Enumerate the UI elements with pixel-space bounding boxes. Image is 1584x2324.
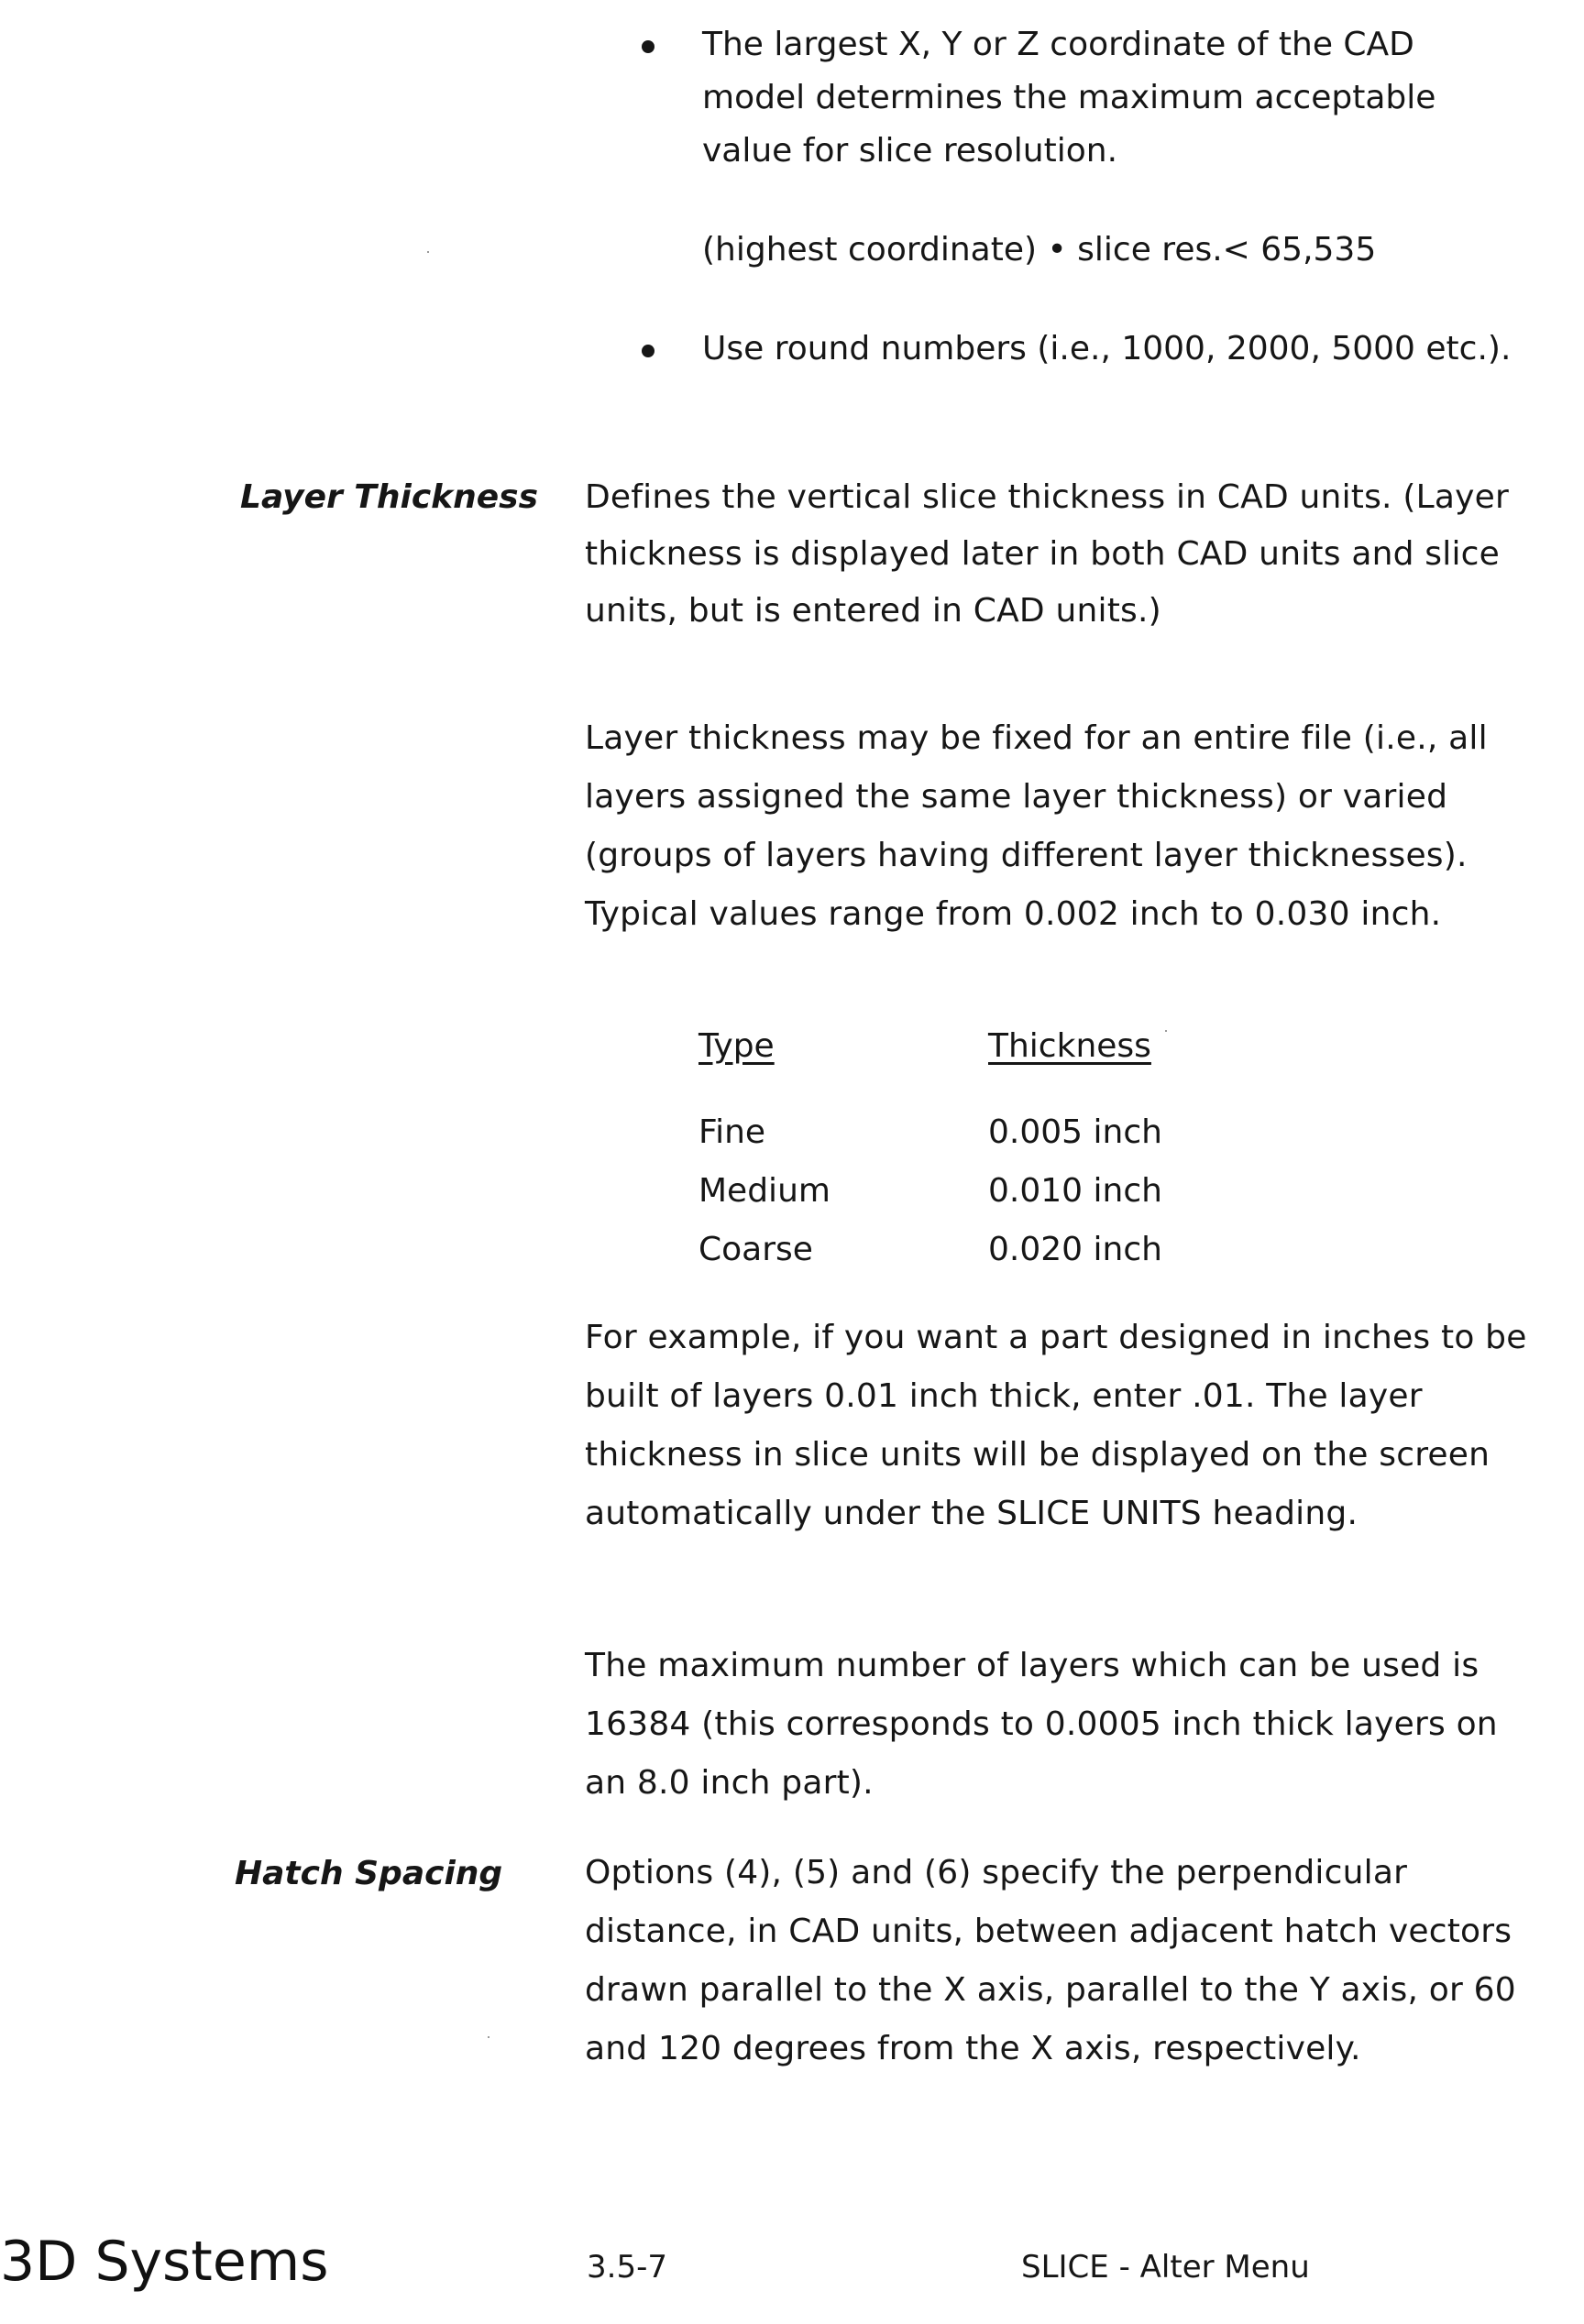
table-cell-thickness: 0.005 inch — [988, 1103, 1162, 1162]
bullet-text: Use round numbers (i.e., 1000, 2000, 5000 etc.). — [702, 323, 1527, 376]
scan-speck — [488, 2036, 490, 2038]
section-heading-hatch-spacing: Hatch Spacing — [235, 1847, 502, 1901]
table-cell-thickness: 0.020 inch — [988, 1221, 1162, 1279]
table-cell-type: Coarse — [698, 1221, 813, 1279]
footer-page-number: 3.5-7 — [587, 2242, 667, 2293]
table-row — [698, 1162, 1285, 1221]
bullet-dot-icon — [642, 40, 654, 53]
hatch-spacing-para1: Options (4), (5) and (6) specify the perpendicular distance, in CAD units, between adjacent hatch vectors drawn parallel to the X axis, parallel to the Y axis, or 60 and 120 degrees from the X axis, respectively. — [585, 1844, 1538, 2078]
table-row — [698, 1221, 1285, 1279]
layer-thickness-para4: The maximum number of layers which can be used is 16384 (this corresponds to 0.0005 inch thick layers on an 8.0 inch part). — [585, 1637, 1538, 1813]
scan-speck — [1165, 1030, 1167, 1032]
layer-thickness-para1: Defines the vertical slice thickness in CAD units. (Layer thickness is displayed later in both CAD units and slice units, but is entered in CAD units.) — [585, 469, 1538, 640]
formula-line: (highest coordinate) • slice res.< 65,535 — [702, 224, 1376, 277]
scan-speck — [427, 251, 429, 253]
table-header-type: Type — [698, 1017, 775, 1076]
table-header-thickness: Thickness — [988, 1017, 1151, 1076]
thickness-table-header — [698, 1017, 1285, 1076]
table-cell-thickness: 0.010 inch — [988, 1162, 1162, 1221]
layer-thickness-para3: For example, if you want a part designed in inches to be built of layers 0.01 inch thick, enter .01. The layer thickness in slice units will be displayed on the screen automatically under the SLICE UNITS heading. — [585, 1309, 1538, 1543]
footer-section-title: SLICE - Alter Menu — [1021, 2242, 1310, 2293]
footer-brand: 3D Systems — [0, 2225, 328, 2298]
document-page — [0, 0, 1584, 2324]
bullet-text: The largest X, Y or Z coordinate of the CAD model determines the maximum acceptable value for slice resolution. — [702, 18, 1527, 178]
bullet-dot-icon — [642, 345, 654, 357]
table-cell-type: Medium — [698, 1162, 830, 1221]
table-cell-type: Fine — [698, 1103, 765, 1162]
section-heading-layer-thickness: Layer Thickness — [240, 471, 538, 524]
table-row — [698, 1103, 1285, 1162]
layer-thickness-para2: Layer thickness may be fixed for an entire file (i.e., all layers assigned the same layer thickness) or varied (groups of layers having different layer thicknesses). Typical values range from 0.002 inch to 0.030 inch. — [585, 709, 1538, 944]
